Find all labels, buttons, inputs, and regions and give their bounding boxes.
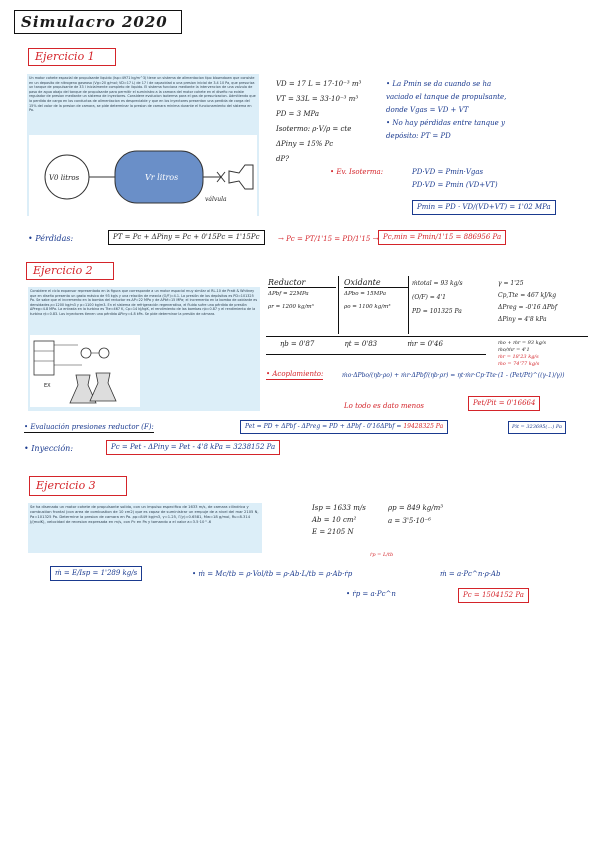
- ex3-answer-box: Pc = 1504152 Pa: [458, 588, 529, 603]
- ex3-mdot-eq: • ṁ = Mc/tb = ρ·Vol/tb = ρ·Ab·L/tb = ρ·Ab·ṙp: [192, 570, 353, 578]
- ex1-title: Ejercicio 1: [35, 50, 95, 63]
- ex1-statement-text: Un motor cohete espacial de propulsante liquido (Isp=4971 kg/m^3) tiene un sistema de alimentacion tipo blowndown que consiste en un deposito de nitrogeno gaseoso (Vg=20 g/mol; VD=17 L) de 17 l de capacidad a una presion inicial de 3.4 10 Pa, que presuriza un tanque de propulsante de 33 l inicialmente completo de liquido. El sistema funciona mediante la intervencion de una valvula de paso de agua abajo del tanque de propulsante para permitir el suministro a la camara del motor cohete en el disefio no existe regulador de presion mediante un sistema de inyectores. Considere evolucion isoterma para el gas de presurizacion. Admitiendo que la perdida de carga en los conductos de alimentacion es despreciable y que en los inyectores presentan una perdida de carga del 15% del valor de la presion de camara, se pide determinar la presion de camara minima durante el funcionamiento del sistema en Pa.: [29, 76, 256, 113]
- ex1-data-line: PD = 3 MPa: [276, 110, 320, 118]
- ex1-v0-label: V0 litros: [49, 174, 80, 182]
- ex2-eff-value: ηt = 0'83: [344, 340, 378, 348]
- ex3-data2-line: a = 3'5·10⁻⁶: [388, 517, 431, 525]
- page-title-box: [14, 10, 182, 34]
- ex2-mid-line: ṁtotal = 93 kg/s: [412, 280, 463, 287]
- ex3-data-line: Isp = 1633 m/s: [312, 504, 366, 512]
- ex3-statement: [28, 503, 262, 553]
- ex2-side-calc: [498, 340, 594, 368]
- ex3-brace-eq: ṁ = a·Pc^n·ρ·Ab: [440, 570, 501, 578]
- ex1-notes: [386, 80, 586, 141]
- ex2-title-box: [26, 262, 114, 280]
- ex1-data-line: dP?: [276, 155, 289, 163]
- ex1-note-line: donde Vgas = VD + VT: [386, 106, 469, 114]
- ex3-data2-line: ρp = 849 kg/m³: [388, 504, 444, 512]
- ex2-side-line: ṁo = 74'77 kg/s: [498, 361, 540, 367]
- ex2-right-line: Cp,Tte = 467 kJ/kg: [498, 292, 557, 299]
- ex2-reductor-line: ΔPbf = 22MPa: [268, 291, 309, 297]
- ex1-data-line: ΔPiny = 15% Pc: [276, 140, 334, 148]
- ex1-note-line: • La Pmin se da cuando se ha: [386, 80, 492, 88]
- ex1-isoterma-label: • Ev. Isoterma:: [330, 168, 384, 176]
- ex3-data-line: E = 2105 N: [312, 528, 354, 536]
- ex3-title-box: [29, 476, 127, 496]
- ex1-perdidas-label: • Pérdidas:: [28, 234, 74, 243]
- ex2-eff-value: ṁr = 0'46: [407, 340, 443, 348]
- ex2-side-line: ṁo/ṁr = 4'1: [498, 347, 530, 353]
- ex2-oxidante-line: ΔPbo = 15MPa: [344, 291, 386, 297]
- ex1-data-line: VT = 33L = 33·10⁻³ m³: [276, 95, 359, 103]
- ex2-eff-row: [280, 340, 443, 349]
- ex2-statement: [28, 287, 260, 411]
- ex2-eval-label: • Evaluación presiones reductor (F):: [24, 423, 154, 431]
- ex2-right-col: [498, 280, 594, 324]
- ex3-rp-eq: • ṙp = a·Pc^n: [346, 590, 396, 598]
- ex2-eval-arrow-box: Pit = 323695(…) Pa: [508, 421, 566, 434]
- ex2-right-line: ΔPreg = -0'16 ΔPbf: [498, 304, 557, 311]
- ex3-statement-text: Se ha disenado un motor cohete de propulsante solido, con un impulso especifico de 1633 m/s, de camara cilindrica y combustion frontal (con area de combustion de 10 cm2) que es capaz de suministrar un empuje de a nivel del mar 2105 N, Pa=101325 Pa. Determine la presion de camara en Pa. ρp=849 kg/m3, γ=1.25, Γ(γ)=0.6581, Mw=18 g/mol, Ru=8.314 J/(molK), velocidad de recesion expresada en m/s, con Pc en Pa y tomando a el valor a=3.5·10^-6: [30, 505, 259, 524]
- ex2-statement-text: Considere el ciclo expansor representado en la figura que corresponde a un motor espacial muy similar al RL-10 de Pratt & Whitney que en diseño presenta un gasto másico de 93 kg/s y una relación de mezcla (O/F)=4.1. La presión de los depósitos es PD=101325 Pa. Se sabe que el incremento en la bomba del reductor es ΔP=22 MPa y de ΔPbf=15 MPa; el incremento en la bomba de oxidante es densidades ρ=1200 kg/m3 y ρ=1100 kg/m3. En el sistema de refrigeración regenerativa, el fluido sufre una pérdida de presión ΔPreg=4.8 MPa. La entrada en la turbina es Tte=467 K, Cp=14 kJ/kgK, el rendimiento de las bombas ηb=0.87 y el rendimiento de la turbina ηt=0.83. Los inyectores tienen una pérdida ΔPiny=4.8 kPa. Se pide determinar la presión de cámara.: [30, 289, 258, 316]
- ex1-title-box: [28, 48, 116, 66]
- ex2-eff-rule: [266, 336, 588, 337]
- ex2-acoplamiento-label: • Acoplamiento:: [266, 370, 324, 378]
- ex3-mdot-box: ṁ = E/Isp = 1'289 kg/s: [50, 566, 142, 581]
- ex2-acoplamiento-eq: ṁo·ΔPbo/(ηb·ρo) + ṁr·ΔPbf/(ηb·ρr) = ηt·ṁr·Cp·Tte·(1 - (Pet/Pt)^((γ-1)/γ)): [342, 372, 565, 379]
- ex1-note-line: depósito: PT = PD: [386, 132, 451, 140]
- ex1-data-line: Isotermo: ρ·V/ρ = cte: [276, 125, 352, 133]
- ex2-reductor-head: Reductor: [268, 278, 336, 288]
- ex3-data-line: Ab = 10 cm²: [312, 516, 357, 524]
- ex2-eval-value: 19428325 Pa: [403, 423, 444, 430]
- ex1-data-block: [276, 80, 376, 164]
- ex2-reductor-line: ρr = 1200 kg/m³: [268, 304, 314, 310]
- ex3-data2: [388, 504, 478, 526]
- ex2-mid-line: (O/F) = 4'1: [412, 294, 446, 301]
- ex3-title: Ejercicio 3: [36, 479, 96, 492]
- ex2-eff-rule-bottom: [266, 354, 486, 355]
- ex1-perdidas-box: PT = Pc + ΔPiny = Pc + 0'15Pc = 1'15Pc: [108, 230, 265, 245]
- ex2-oxidante-col: [344, 278, 408, 312]
- ex2-ratio-box: Pet/Pit = 0'16664: [468, 396, 540, 411]
- ex2-mid-line: PD = 101325 Pa: [412, 308, 462, 315]
- ex1-vt-label: Vr litros: [145, 173, 179, 182]
- page-title: Simulacro 2020: [21, 13, 168, 31]
- ex2-col-divider: [408, 276, 409, 334]
- ex2-expander-diagram: [30, 335, 140, 407]
- ex1-data-line: VD = 17 L = 17·10⁻³ m³: [276, 80, 362, 88]
- ex2-mid-col: [412, 280, 492, 316]
- ex2-iny-box: Pc = Pet - ΔPiny = Pet - 4'8 kPa = 3238152 Pa: [106, 440, 280, 455]
- ex2-iny-label: • Inyección:: [24, 444, 74, 453]
- ex2-eval-box: [240, 420, 448, 434]
- ex1-pmin-box: Pmin = PD · VD/(VD+VT) = 1'02 MPa: [412, 200, 556, 215]
- ex2-reductor-col: [268, 278, 336, 312]
- ex1-perdidas-rest: → Pc = PT/1'15 = PD/1'15 →: [278, 235, 379, 243]
- ex2-right-line: ΔPiny = 4'8 kPa: [498, 316, 547, 323]
- ex2-oxidante-head: Oxidante: [344, 278, 408, 288]
- ex2-eval-eq: Pet = PD + ΔPbf - ΔPreg = PD + ΔPbf - 0'16ΔPbf =: [245, 423, 402, 430]
- ex2-title: Ejercicio 2: [33, 264, 93, 277]
- ex1-answer-box: Pc,min = Pmin/1'15 = 886956 Pa: [378, 230, 506, 245]
- ex3-rp-top: ṙp = L/tb: [370, 552, 394, 558]
- ex1-note-line: vaciado el tanque de propulsante,: [386, 93, 507, 101]
- ex2-side-line: ṁr = 18'23 kg/s: [498, 354, 539, 360]
- ex2-col-divider: [338, 276, 339, 334]
- ex2-side-line: ṁo + ṁr = 93 kg/s: [498, 340, 547, 346]
- ex1-statement: [27, 74, 259, 216]
- ex2-right-line: γ = 1'25: [498, 280, 524, 287]
- ex2-lo-todo: Lo todo es dato menos: [344, 402, 424, 410]
- ex1-iso-line: PD·VD = Pmin·Vgas: [412, 168, 484, 176]
- ex1-valve-label: válvula: [205, 196, 227, 203]
- ex2-oxidante-line: ρo = 1100 kg/m³: [344, 304, 391, 310]
- ex3-data: [312, 504, 382, 537]
- svg-text:EX: EX: [44, 383, 51, 389]
- ex1-note-line: • No hay pérdidas entre tanque y: [386, 119, 505, 127]
- ex1-tank-diagram: [29, 135, 257, 216]
- ex2-eff-value: ηb = 0'87: [280, 340, 315, 348]
- ex1-iso-line: PD·VD = Pmin (VD+VT): [412, 181, 498, 189]
- ex1-iso-lines: [412, 168, 498, 190]
